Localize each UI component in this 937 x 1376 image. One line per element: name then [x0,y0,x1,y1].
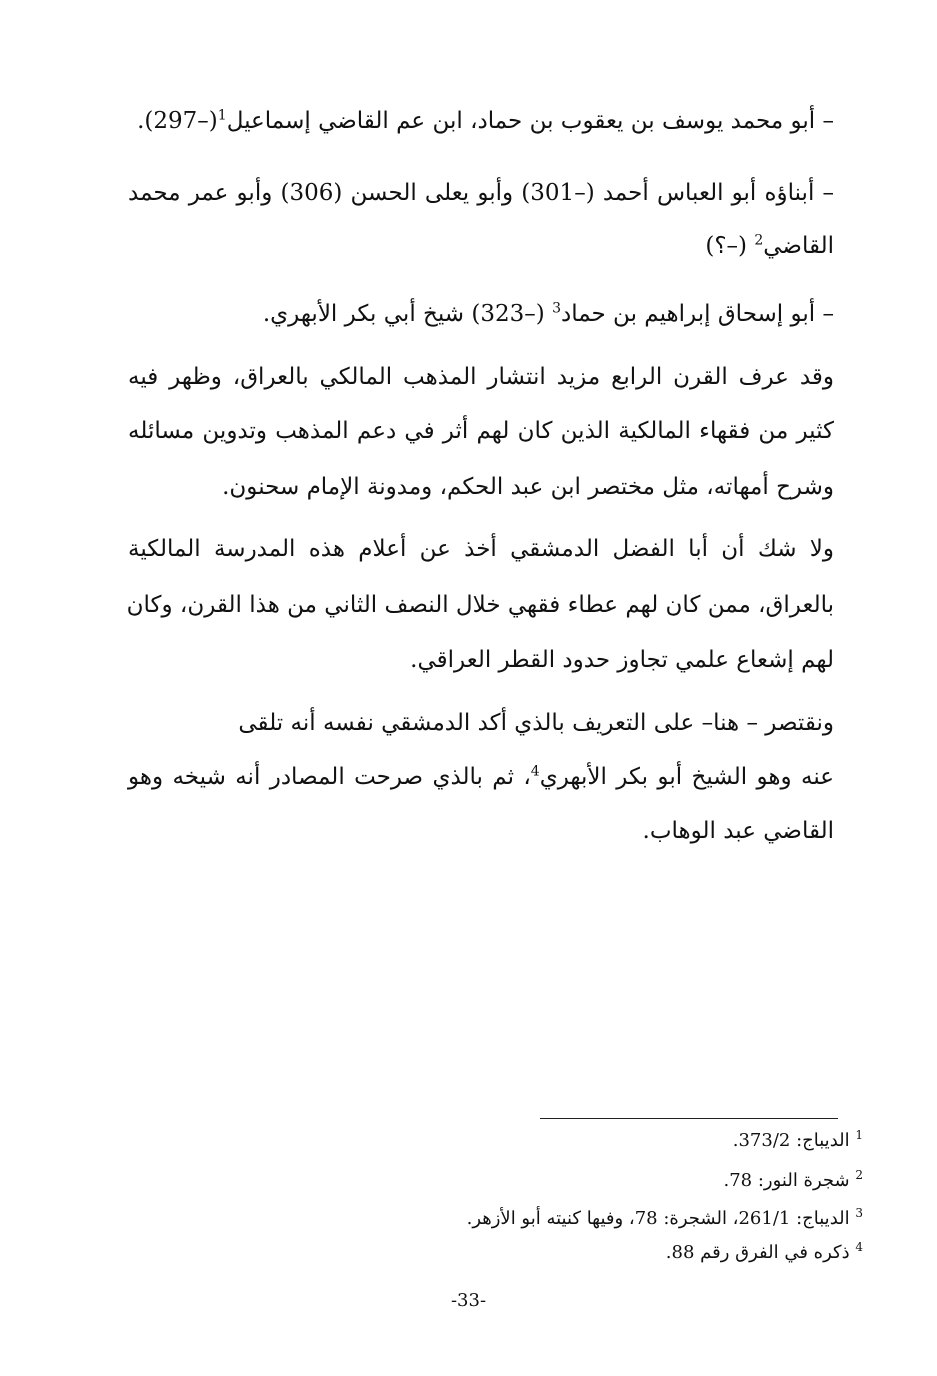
body-line-text: ، ثم بالذي صرحت المصادر أنه شيخه وهو [128,764,531,790]
body-line-text: وقد عرف القرن الرابع مزيد انتشار المذهب المالكي بالعراق، وظهر فيه [128,364,834,390]
body-line-text: القاضي عبد الوهاب. [642,818,834,844]
page-number: -33- [450,1290,487,1311]
footnote-3 [467,1205,863,1233]
body-line-text: بالعراق، ممن كان لهم عطاء فقهي خلال النصف الثاني من هذا القرن، وكان [126,592,834,618]
body-line-text: القاضي [763,233,834,259]
body-line-6 [128,411,834,451]
body-line-text: (–323) شيخ أبي بكر الأبهري. [262,301,553,327]
body-line-text: – أبو إسحاق إبراهيم بن حماد [560,301,834,327]
body-line-text: ولا شك أن أبا الفضل الدمشقي أخذ عن أعلام هذه المدرسة المالكية [128,536,834,562]
body-line-11 [128,703,834,743]
body-line-10 [128,640,834,680]
footnote-number: 4 [855,1240,863,1254]
body-line-text: (–297). [137,108,218,134]
body-line-1 [128,101,834,141]
footnote-4 [666,1239,863,1267]
body-line-12 [128,757,834,797]
body-line-text: (–؟) [705,233,755,259]
footnote-text: الديباج: 261/1، الشجرة: 78، وفيها كنيته أبو الأزهر. [466,1208,850,1229]
body-line-text: وشرح أمهاته، مثل مختصر ابن عبد الحكم، ومدونة الإمام سحنون. [222,474,834,500]
body-line-13 [128,811,834,851]
body-line-4 [128,294,834,334]
footnote-number: 3 [855,1206,863,1220]
body-line-text: لهم إشعاع علمي تجاوز حدود القطر العراقي. [410,647,834,673]
body-line-7 [128,467,834,507]
body-line-2 [128,173,834,213]
footnote-number: 1 [855,1128,863,1142]
footnote-text: شجرة النور: 78. [723,1170,850,1191]
footnote-text: الديباج: 373/2. [732,1130,850,1151]
footnote-ref-1[interactable]: 1 [217,107,227,124]
footnote-1 [733,1127,863,1155]
footnote-ref-2[interactable]: 2 [754,232,764,249]
footnote-number: 2 [855,1168,863,1182]
body-line-text: – أبناؤه أبو العباس أحمد (–301) وأبو يعلى الحسن (306) وأبو عمر محمد [128,180,834,206]
body-line-9 [128,585,834,625]
body-line-text: – أبو محمد يوسف بن يعقوب بن حماد، ابن عم القاضي إسماعيل [226,108,834,134]
footnote-separator [540,1118,838,1119]
footnote-2 [724,1167,864,1195]
footnote-text: ذكره في الفرق رقم 88. [665,1242,850,1263]
body-line-5 [128,357,834,397]
body-line-text: ونقتصر – هنا– على التعريف بالذي أكد الدمشقي نفسه أنه تلقى [238,710,834,736]
body-line-8 [128,529,834,569]
footnote-ref-4[interactable]: 4 [530,763,540,780]
body-line-3 [128,226,834,266]
footnote-ref-3[interactable]: 3 [552,300,561,317]
body-line-text: كثير من فقهاء المالكية الذين كان لهم أثر في دعم المذهب وتدوين مسائله [128,418,834,444]
body-line-text: عنه وهو الشيخ أبو بكر الأبهري [539,764,835,790]
